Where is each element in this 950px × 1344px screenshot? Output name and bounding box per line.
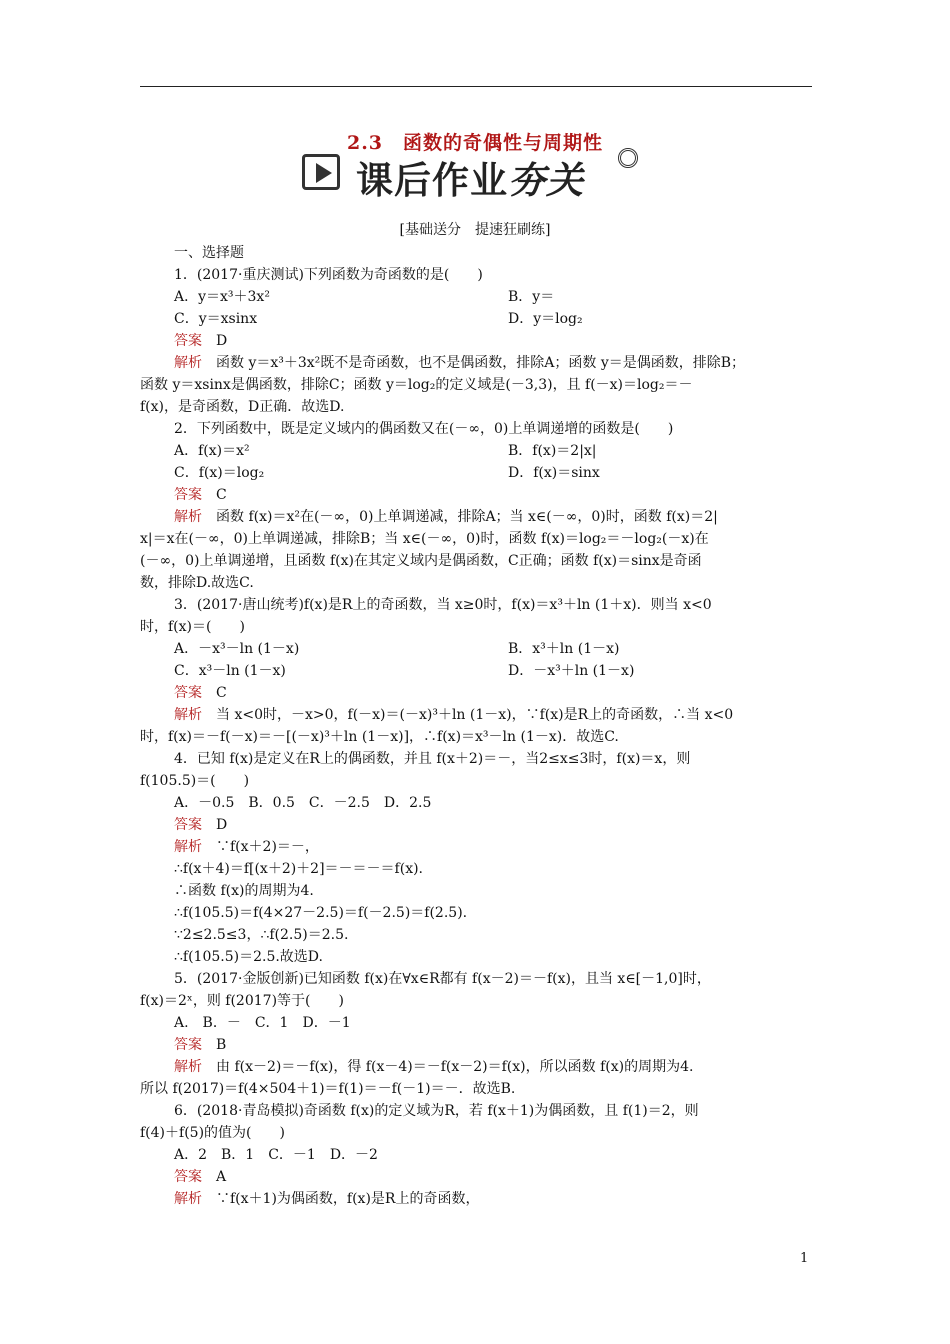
option-row — [140, 440, 812, 462]
answer-label: 答案 — [174, 1169, 202, 1185]
analysis-line — [140, 506, 812, 528]
option-left: C．f(x)＝log₂ — [174, 465, 265, 481]
banner-text — [356, 150, 584, 204]
answer-text: 由 f(x－2)＝－f(x)，得 f(x－4)＝－f(x－2)＝f(x)，所以函数 f(x)的周期为4. — [216, 1059, 694, 1075]
indented-line: ∴f(x＋4)＝f[(x＋2)＋2]＝－＝－＝f(x). — [174, 861, 424, 877]
answer-text: D — [216, 817, 228, 833]
indented-line: ∴f(105.5)＝f(4×27－2.5)＝f(－2.5)＝f(2.5). — [174, 905, 468, 921]
text-line: f(x)＝2ˣ，则 f(2017)等于( ) — [140, 993, 344, 1009]
option-row — [140, 638, 812, 660]
option-left: C．x³－ln (1－x) — [174, 663, 286, 679]
answer-label: 答案 — [174, 333, 202, 349]
answer-label: 答案 — [174, 1037, 202, 1053]
play-icon — [302, 154, 340, 190]
answer-text: C — [216, 685, 227, 701]
option-right: B．f(x)＝2|x| — [508, 443, 597, 459]
option-left: A．f(x)＝x² — [174, 443, 250, 459]
gear-icon — [618, 148, 638, 168]
answer-text: B — [216, 1037, 227, 1053]
option-left: C．y＝xsinx — [174, 311, 258, 327]
answer-text: C — [216, 487, 227, 503]
text-line: 时，f(x)＝－f(－x)＝－[(－x)³＋ln (1－x)]，∴f(x)＝x³－ln (1－x)．故选C. — [140, 729, 619, 745]
answer-label: 解析 — [174, 1059, 202, 1075]
text-line: 时，f(x)＝( ) — [140, 619, 245, 635]
indented-line: ∴函数 f(x)的周期为4. — [174, 883, 314, 899]
option-right: D．y＝log₂ — [508, 311, 583, 327]
answer-label: 解析 — [174, 355, 202, 371]
page-number: 1 — [800, 1251, 809, 1266]
indented-line: 6．(2018·青岛模拟)奇函数 f(x)的定义域为R，若 f(x＋1)为偶函数，且 f(1)＝2，则 — [174, 1103, 699, 1119]
answer-line — [140, 682, 812, 704]
indented-line: 2．下列函数中，既是定义域内的偶函数又在(－∞，0)上单调递增的函数是( ) — [174, 421, 674, 437]
answer-line — [140, 330, 812, 352]
answer-text: 函数 y＝x³＋3x²既不是奇函数，也不是偶函数，排除A；函数 y＝是偶函数，排除B； — [216, 355, 746, 371]
indented-line: A．－0.5 B．0.5 C．－2.5 D．2.5 — [174, 795, 432, 811]
analysis-line — [140, 352, 812, 374]
section-heading: 一、选择题 — [174, 245, 244, 261]
option-right: D．f(x)＝sinx — [508, 465, 600, 481]
analysis-line — [140, 1056, 812, 1078]
answer-text: ∵f(x＋2)＝－， — [216, 839, 319, 855]
text-line: x|＝x在(－∞，0)上单调递减，排除B；当 x∈(－∞，0)时，函数 f(x)＝log₂＝－log₂(－x)在 — [140, 531, 709, 547]
analysis-line — [140, 1188, 812, 1210]
indented-line: 4．已知 f(x)是定义在R上的偶函数，并且 f(x＋2)＝－，当2≤x≤3时，f(x)＝x，则 — [174, 751, 691, 767]
option-right: B．x³＋ln (1－x) — [508, 641, 620, 657]
text-line: 数，排除D.故选C. — [140, 575, 254, 591]
option-right: D．－x³＋ln (1－x) — [508, 663, 635, 679]
page-title: 2.3 函数的奇偶性与周期性 — [346, 132, 604, 154]
subtitle: [基础送分 提速狂刷练] — [399, 222, 551, 238]
answer-label: 答案 — [174, 817, 202, 833]
option-row — [140, 660, 812, 682]
indented-line: 3．(2017·唐山统考)f(x)是R上的奇函数，当 x≥0时，f(x)＝x³＋ln (1＋x)．则当 x<0 — [174, 597, 712, 613]
homework-banner — [300, 148, 660, 202]
text-line: 所以 f(2017)＝f(4×504＋1)＝f(1)＝－f(－1)＝－．故选B. — [140, 1081, 516, 1097]
option-row — [140, 308, 812, 330]
indented-line: 5．(2017·金版创新)已知函数 f(x)在∀x∈R都有 f(x－2)＝－f(x)，且当 x∈[－1,0]时， — [174, 971, 711, 987]
text-line: f(105.5)＝( ) — [140, 773, 250, 789]
analysis-line — [140, 704, 812, 726]
option-left: A．－x³－ln (1－x) — [174, 641, 300, 657]
answer-label: 解析 — [174, 509, 202, 525]
answer-text: 函数 f(x)＝x²在(－∞，0)上单调递减，排除A；当 x∈(－∞，0)时，函数 f(x)＝2| — [216, 509, 718, 525]
answer-label: 解析 — [174, 707, 202, 723]
header-rule — [140, 86, 812, 87]
option-row — [140, 462, 812, 484]
answer-line — [140, 1166, 812, 1188]
answer-line — [140, 484, 812, 506]
indented-line: A. B．－ C．1 D．－1 — [174, 1015, 351, 1031]
exercise-content — [140, 242, 812, 1210]
indented-line: 1．(2017·重庆测试)下列函数为奇函数的是( ) — [174, 267, 483, 283]
text-line: 函数 y＝xsinx是偶函数，排除C；函数 y＝log₂的定义域是(－3,3)，且 f(－x)＝log₂＝－ — [140, 377, 693, 393]
indented-line: ∴f(105.5)＝2.5.故选D. — [174, 949, 323, 965]
text-line: f(x)，是奇函数，D正确．故选D. — [140, 399, 345, 415]
answer-line — [140, 814, 812, 836]
answer-text: ∵f(x＋1)为偶函数，f(x)是R上的奇函数， — [216, 1191, 480, 1207]
answer-label: 答案 — [174, 685, 202, 701]
text-line: f(4)＋f(5)的值为( ) — [140, 1125, 285, 1141]
banner-brand: 夯关 — [508, 159, 584, 202]
answer-label: 解析 — [174, 1191, 202, 1207]
banner-label: 课后作业 — [356, 159, 508, 202]
option-left: A．y＝x³＋3x² — [174, 289, 270, 305]
indented-line: ∵2≤2.5≤3，∴f(2.5)＝2.5. — [174, 927, 349, 943]
indented-line: A．2 B．1 C．－1 D．－2 — [174, 1147, 378, 1163]
analysis-line — [140, 836, 812, 858]
answer-label: 答案 — [174, 487, 202, 503]
answer-text: D — [216, 333, 228, 349]
answer-text: 当 x<0时，－x>0，f(－x)＝(－x)³＋ln (1－x)，∵f(x)是R上的奇函数，∴当 x<0 — [216, 707, 734, 723]
option-right: B．y＝ — [508, 289, 555, 305]
answer-line — [140, 1034, 812, 1056]
answer-label: 解析 — [174, 839, 202, 855]
answer-text: A — [216, 1169, 227, 1185]
text-line: (－∞，0)上单调递增，且函数 f(x)在其定义域内是偶函数，C正确；函数 f(x)＝sinx是奇函 — [140, 553, 702, 569]
option-row — [140, 286, 812, 308]
